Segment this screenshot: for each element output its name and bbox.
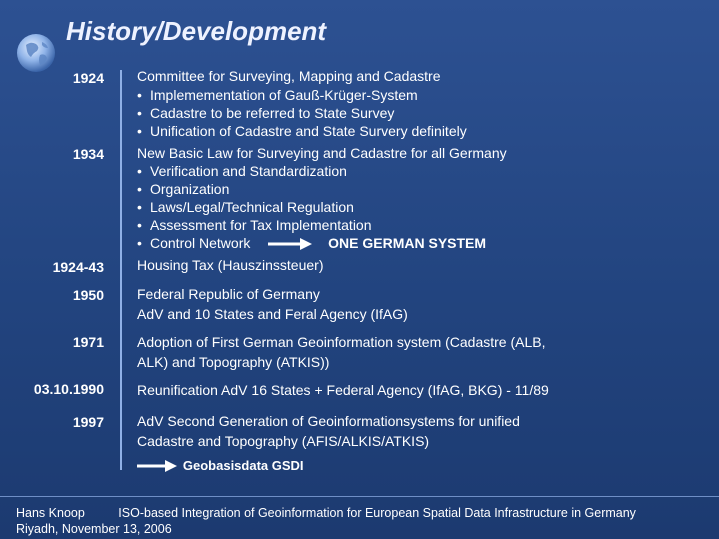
bullet-text: Laws/Legal/Technical Regulation xyxy=(150,199,354,215)
bullet-text: Organization xyxy=(150,181,230,197)
bullet-marker: • xyxy=(137,123,142,139)
final-result xyxy=(137,457,304,473)
footer-author: Hans Knoop xyxy=(16,506,85,520)
globe-icon xyxy=(16,33,56,73)
year-1934: 1934 xyxy=(72,146,104,162)
year-1997: 1997 xyxy=(72,414,104,430)
bullet-marker: • xyxy=(137,199,142,215)
entry-1924-bullet-2 xyxy=(137,105,394,121)
bullet-marker: • xyxy=(137,235,142,251)
bullet-text: Control Network xyxy=(150,235,251,251)
year-1990: 03.10.1990 xyxy=(33,381,104,397)
entry-1924-43: Housing Tax (Hauszinssteuer) xyxy=(137,257,324,273)
footer-talk-title: ISO-based Integration of Geoinformation for European Spatial Data Infrastructure in Germany xyxy=(118,506,636,520)
entry-1950-line-1: Federal Republic of Germany xyxy=(137,286,320,302)
timeline-divider xyxy=(120,70,122,470)
footer-line-1 xyxy=(16,506,636,520)
year-1950: 1950 xyxy=(72,287,104,303)
one-german-system-label: ONE GERMAN SYSTEM xyxy=(328,235,487,251)
arrow-right-icon xyxy=(137,460,177,472)
bullet-marker: • xyxy=(137,105,142,121)
entry-1934-bullet-3 xyxy=(137,199,354,215)
entry-1971-line-1: Adoption of First German Geoinformation system (Cadastre (ALB, xyxy=(137,334,546,350)
footer-place-date: Riyadh, November 13, 2006 xyxy=(16,522,172,536)
entry-1990: Reunification AdV 16 States + Federal Agency (IfAG, BKG) - 11/89 xyxy=(137,382,549,398)
bullet-marker: • xyxy=(137,181,142,197)
year-1924-43: 1924-43 xyxy=(52,259,104,275)
entry-1971-line-2: ALK) and Topography (ATKIS)) xyxy=(137,354,330,370)
entry-1924-heading: Committee for Surveying, Mapping and Cadastre xyxy=(137,68,441,84)
bullet-text: Verification and Standardization xyxy=(150,163,347,179)
arrow-right-icon xyxy=(268,238,312,250)
year-1971: 1971 xyxy=(72,334,104,350)
entry-1924-bullet-3 xyxy=(137,123,467,139)
entry-1934-bullet-1 xyxy=(137,163,347,179)
entry-1997-line-2: Cadastre and Topography (AFIS/ALKIS/ATKIS) xyxy=(137,433,430,449)
bullet-marker: • xyxy=(137,163,142,179)
footer-divider xyxy=(0,496,719,497)
year-1924: 1924 xyxy=(72,70,104,86)
bullet-marker: • xyxy=(137,217,142,233)
bullet-text: Implemementation of Gauß-Krüger-System xyxy=(150,87,418,103)
bullet-marker: • xyxy=(137,87,142,103)
entry-1950-line-2: AdV and 10 States and Feral Agency (IfAG) xyxy=(137,306,408,322)
bullet-text: Cadastre to be referred to State Survey xyxy=(150,105,395,121)
bullet-text: Unification of Cadastre and State Survery definitely xyxy=(150,123,467,139)
entry-1934-heading: New Basic Law for Surveying and Cadastre for all Germany xyxy=(137,145,507,161)
entry-1924-bullet-1 xyxy=(137,87,418,103)
page-title: History/Development xyxy=(66,16,327,46)
geobasisdata-label: Geobasisdata GSDI xyxy=(182,458,304,473)
entry-1934-bullet-2 xyxy=(137,181,229,197)
entry-1934-bullet-5 xyxy=(137,235,486,251)
entry-1997-line-1: AdV Second Generation of Geoinformationsystems for unified xyxy=(137,413,520,429)
bullet-text: Assessment for Tax Implementation xyxy=(150,217,372,233)
entry-1934-bullet-4 xyxy=(137,217,372,233)
